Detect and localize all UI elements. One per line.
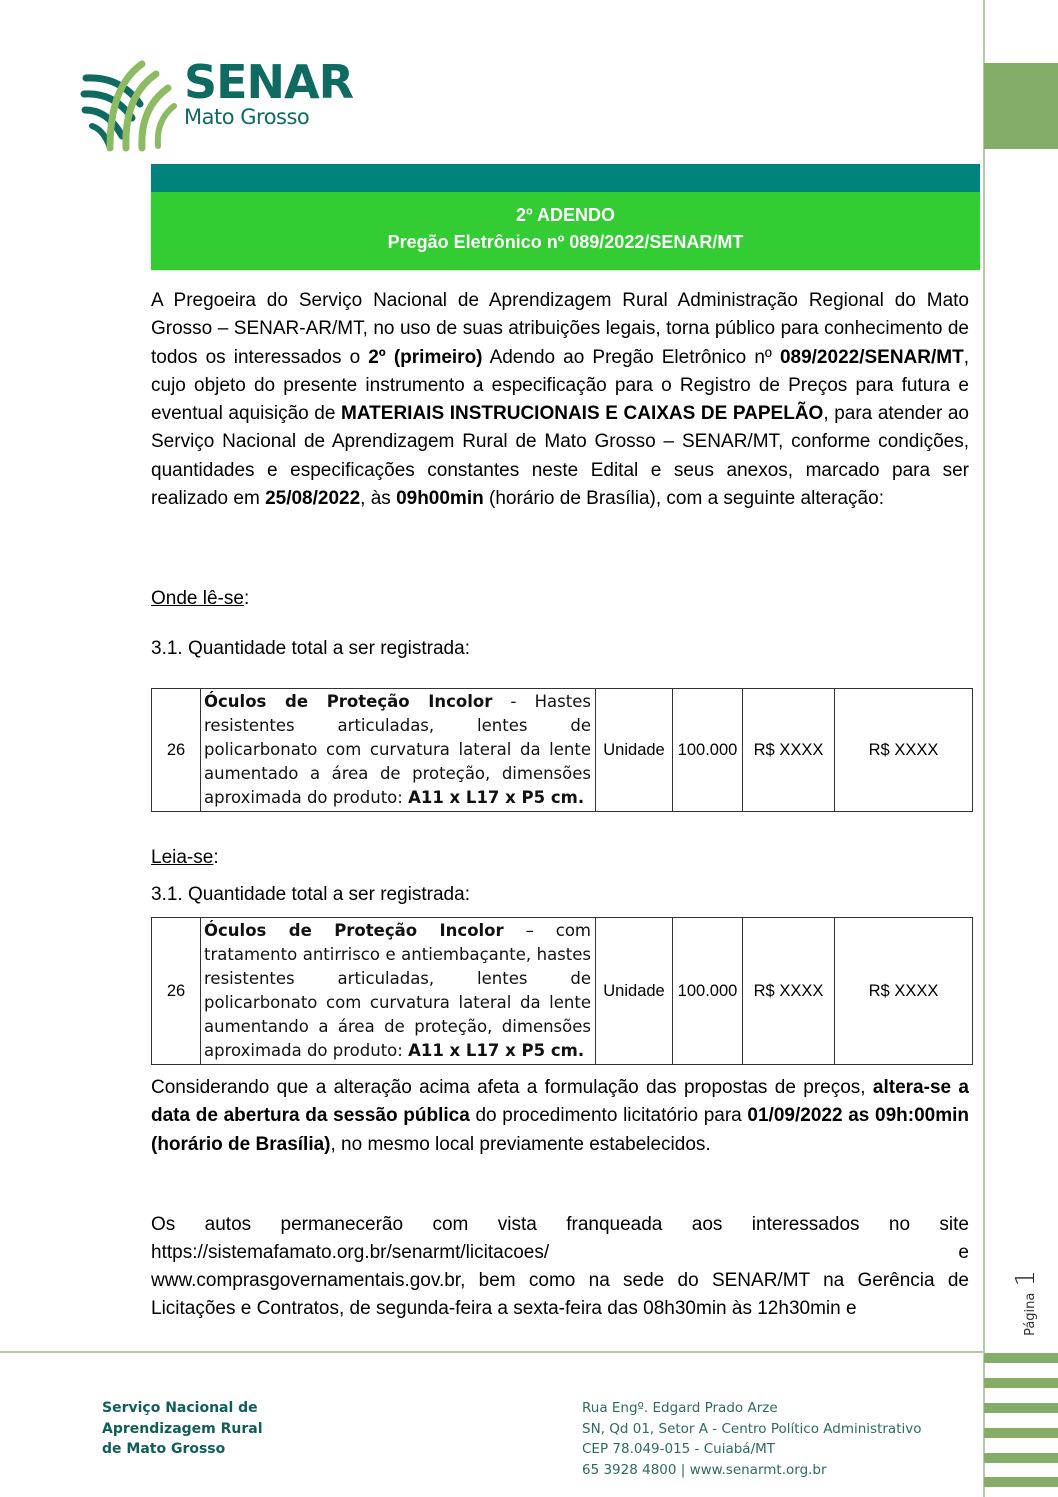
text: , cujo objeto do presente instrumento a especificação para o Registro de Preços para futura e eventual aquisição de (151, 346, 969, 425)
document-title-banner (151, 192, 980, 270)
bold-text: 2º (primeiro) (368, 346, 483, 368)
text: e (958, 1242, 969, 1263)
bold-text: altera-se a data de abertura da sessão pública (151, 1077, 969, 1127)
onde-heading (151, 587, 249, 611)
page-label: Página (1023, 1292, 1038, 1336)
item-name: Óculos de Proteção Incolor (204, 692, 493, 711)
footer-org-line: de Mato Grosso (102, 1441, 226, 1457)
item-description (201, 918, 596, 1065)
document-subtitle: Pregão Eletrônico nº 089/2022/SENAR/MT (387, 232, 744, 252)
bold-text: MATERIAIS INSTRUCIONAIS E CAIXAS DE PAPELÃO (341, 403, 824, 425)
footer-org-line: Aprendizagem Rural (102, 1420, 263, 1437)
footer-stripe (984, 1353, 1058, 1363)
item-unit: Unidade (596, 918, 673, 1065)
footer-divider (0, 1351, 984, 1353)
item-total-price: R$ XXXX (835, 918, 973, 1065)
margin-line (983, 0, 985, 1497)
leia-heading (151, 846, 219, 870)
onde-table (151, 688, 973, 812)
item-name: Óculos de Proteção Incolor (204, 921, 504, 940)
text: , no mesmo local previamente estabelecidos. (330, 1133, 711, 1155)
text: : (243, 588, 250, 609)
footer-contact-line: 65 3928 4800 | www.senarmt.org.br (582, 1461, 827, 1478)
logo-title: SENAR (184, 55, 354, 109)
considerando-paragraph (151, 1074, 969, 1159)
text: do procedimento licitatório para (469, 1105, 748, 1127)
text: (horário de Brasília), com a seguinte alteração: (483, 488, 884, 510)
bold-text: 089/2022/SENAR/MT (779, 346, 964, 368)
footer-address-line: CEP 78.049-015 - Cuiabá/MT (582, 1441, 776, 1457)
item-description (201, 689, 596, 812)
footer-org-line: Serviço Nacional de (102, 1400, 258, 1416)
footer-address-line: Rua Engº. Edgard Prado Arze (582, 1400, 778, 1416)
intro-paragraph (151, 287, 969, 513)
leia-section: 3.1. Quantidade total a ser registrada: (151, 884, 470, 905)
document-title: 2º ADENDO (516, 205, 615, 225)
item-quantity: 100.000 (673, 918, 743, 1065)
text: : (213, 847, 219, 868)
footer-stripe (984, 1428, 1058, 1438)
footer-stripe (984, 1378, 1058, 1388)
text: - Hastes resistentes articuladas, lentes de policarbonato com curvatura lateral da lente aumentado a área de proteção, dimensões aproximada do produto: (204, 692, 591, 807)
item-unit-price: R$ XXXX (743, 918, 835, 1065)
item-number: 26 (152, 689, 201, 812)
item-total-price: R$ XXXX (835, 689, 973, 812)
footer-stripe (984, 1477, 1058, 1487)
onde-section: 3.1. Quantidade total a ser registrada: (151, 638, 470, 659)
page-indicator (1006, 1258, 1046, 1348)
bold-text: 01/09/2022 as 09h:00min (horário de Brasília) (151, 1105, 969, 1155)
bold-text: 09h00min (396, 488, 484, 510)
onde-label: Onde lê-se (151, 588, 244, 609)
item-unit: Unidade (596, 689, 673, 812)
wheat-field-icon (80, 56, 180, 156)
footer-stripe (984, 1453, 1058, 1463)
text: Adendo ao Pregão Eletrônico nº (482, 346, 780, 368)
autos-paragraph: www.comprasgovernamentais.gov.br, bem como na sede do SENAR/MT na Gerência de Licitações e Contratos, de segunda-feira a sexta-feira das 08h30min às 12h30min e (151, 1270, 969, 1320)
logo-subtitle: Mato Grosso (184, 105, 310, 129)
item-unit-price: R$ XXXX (743, 689, 835, 812)
text: – com tratamento antirrisco e antiembaçante, hastes resistentes articuladas, lentes de policarbonato com curvatura lateral da lente aumentando a área de proteção, dimensões aproximada do produto: (204, 921, 591, 1060)
leia-table (151, 917, 973, 1065)
leia-label: Leia-se (151, 847, 214, 868)
margin-accent-block (984, 63, 1058, 149)
text: A Pregoeira do Serviço Nacional de Aprendizagem Rural Administração Regional do Mato Grosso – SENAR-AR/MT, no uso de suas atribuições legais, torna público para conhecimento de todos os interessados o (151, 290, 969, 368)
banner-top-bar (151, 164, 980, 192)
footer-address (582, 1398, 922, 1480)
table-row (152, 918, 973, 1065)
autos-line-2 (151, 1239, 969, 1267)
item-dimensions: A11 x L17 x P5 cm. (408, 1041, 585, 1060)
page-number: 1 (1011, 1270, 1041, 1287)
senar-logo (80, 56, 360, 156)
item-number: 26 (152, 918, 201, 1065)
text: , para atender ao Serviço Nacional de Aprendizagem Rural de Mato Grosso – SENAR/MT, conforme condições, quantidades e especificações constantes neste Edital e seus anexos, marcado para ser realizado em (151, 403, 970, 510)
text: , às (360, 488, 397, 510)
text: Considerando que a alteração acima afeta a formulação das propostas de preços, (151, 1077, 873, 1098)
bold-text: 25/08/2022 (265, 488, 361, 510)
autos-line-1: Os autos permanecerão com vista franqueada aos interessados no site (151, 1214, 969, 1235)
item-quantity: 100.000 (673, 689, 743, 812)
sistemafamato-link[interactable]: https://sistemafamato.org.br/senarmt/licitacoes/ (151, 1242, 550, 1263)
footer-organization (102, 1398, 263, 1460)
footer-address-line: SN, Qd 01, Setor A - Centro Político Administrativo (582, 1420, 922, 1437)
item-dimensions: A11 x L17 x P5 cm. (408, 788, 585, 807)
table-row (152, 689, 973, 812)
footer-stripe (984, 1403, 1058, 1413)
